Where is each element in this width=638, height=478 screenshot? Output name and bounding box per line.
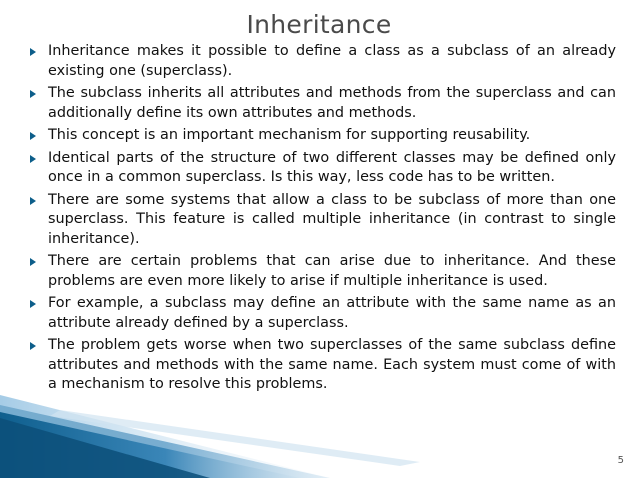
arrowhead-bullet-icon (30, 258, 36, 266)
bullet-item (30, 336, 616, 395)
bullet-text: Identical parts of the structure of two different classes may be defined only once in a common superclass. Is this way, less code has to be written. (48, 149, 616, 185)
bullet-list (30, 42, 616, 398)
bullet-text: The subclass inherits all attributes and methods from the superclass and can additionally define its own attributes and methods. (48, 85, 616, 121)
bullet-text: This concept is an important mechanism for supporting reusability. (48, 127, 531, 143)
bullet-text: There are certain problems that can arise due to inheritance. And these problems are even more likely to arise if multiple inheritance is used. (48, 253, 616, 289)
page-number: 5 (617, 455, 624, 466)
bullet-item (30, 42, 616, 81)
bullet-text: Inheritance makes it possible to define a class as a subclass of an already existing one (superclass). (48, 43, 616, 79)
slide-title: Inheritance (246, 10, 392, 39)
arrowhead-bullet-icon (30, 155, 36, 163)
arrowhead-bullet-icon (30, 132, 36, 140)
bullet-item (30, 252, 616, 291)
bullet-item (30, 84, 616, 123)
bullet-text: The problem gets worse when two superclasses of the same subclass define attributes and methods with the same name. Each system must come of with a mechanism to resolve this problems. (48, 337, 616, 392)
arrowhead-bullet-icon (30, 300, 36, 308)
bullet-text: There are some systems that allow a class to be subclass of more than one superclass. This feature is called multiple inheritance (in contrast to single inheritance). (48, 191, 616, 247)
arrowhead-bullet-icon (30, 342, 36, 350)
arrowhead-bullet-icon (30, 48, 36, 56)
arrowhead-bullet-icon (30, 197, 36, 205)
bullet-item (30, 126, 616, 146)
arrowhead-bullet-icon (30, 90, 36, 98)
bullet-item (30, 294, 616, 333)
bullet-text: For example, a subclass may define an attribute with the same name as an attribute already defined by a superclass. (48, 295, 616, 331)
bullet-item (30, 191, 616, 250)
bullet-item (30, 149, 616, 188)
